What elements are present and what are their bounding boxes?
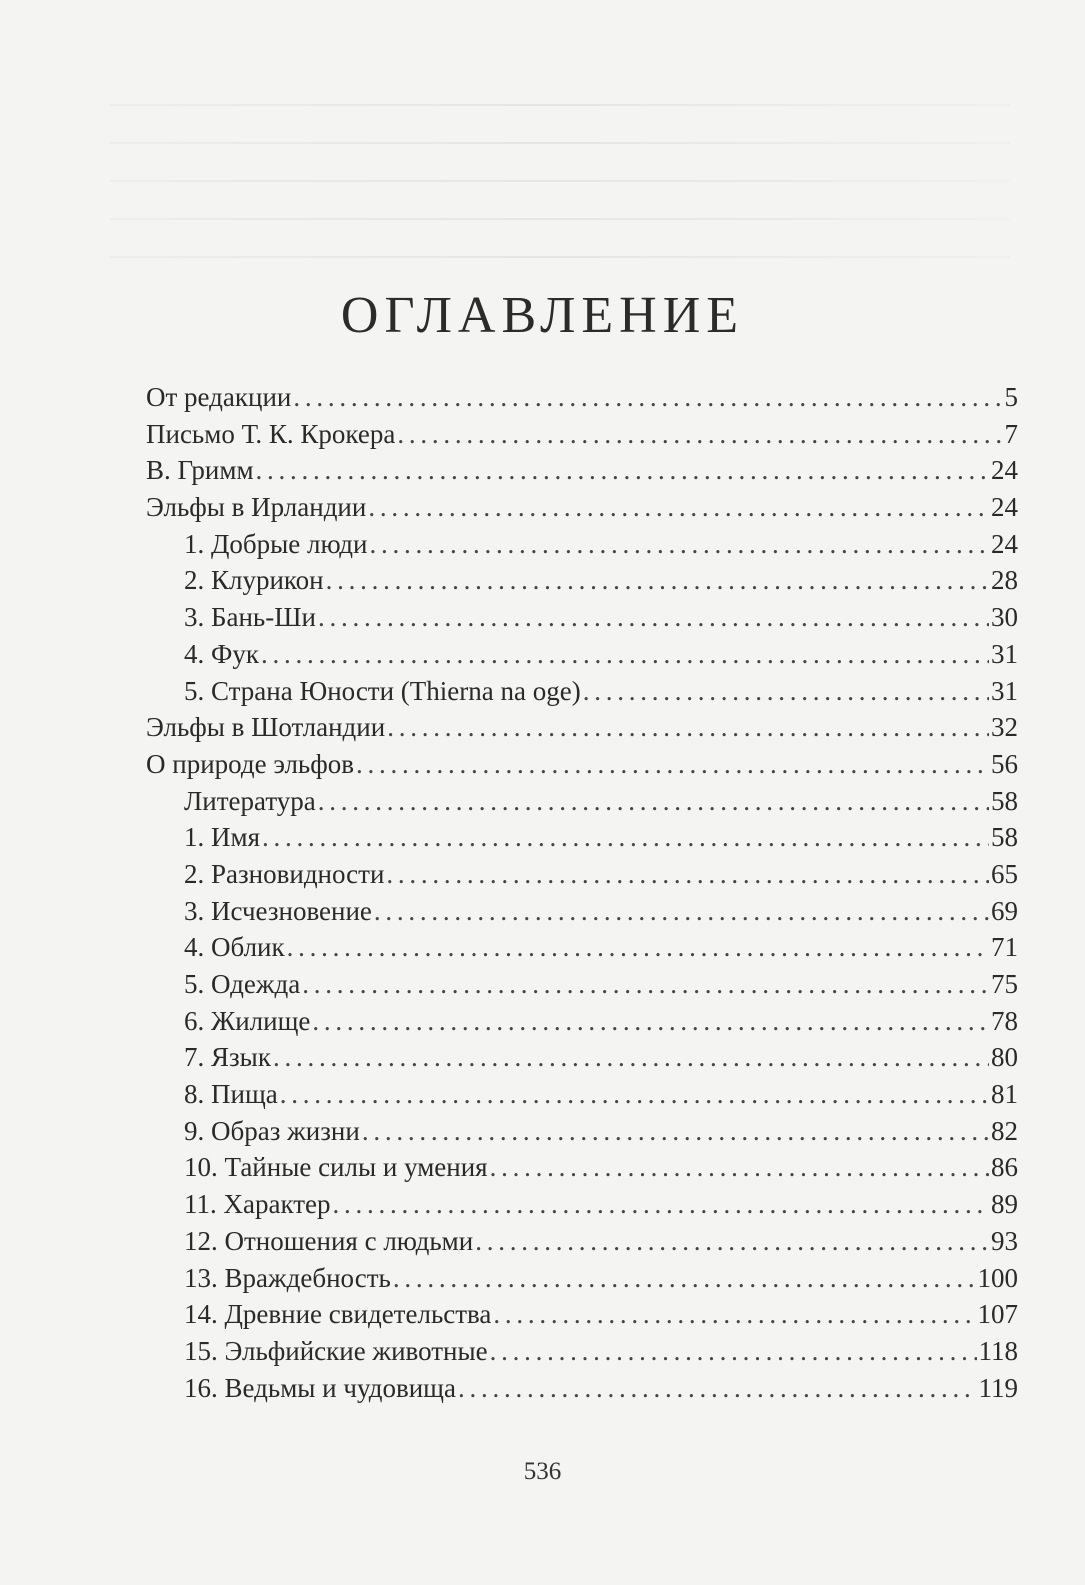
toc-entry-page: 24 (991, 528, 1018, 559)
toc-entry (146, 676, 1018, 713)
dot-leader (356, 749, 989, 780)
dot-leader (475, 1226, 989, 1257)
toc-entry-label: 6. Жилище (184, 1005, 311, 1036)
toc-entry-label: 2. Клурикон (184, 565, 324, 596)
dot-leader (368, 492, 989, 523)
toc-entry-label: 12. Отношения с людьми (184, 1225, 474, 1256)
toc-entry (146, 419, 1018, 456)
toc-entry-page: 119 (978, 1372, 1018, 1403)
toc-entry (146, 712, 1018, 749)
dot-leader (293, 382, 1002, 413)
toc-entry-label: Литература (184, 785, 316, 816)
toc-entry-page: 69 (991, 895, 1018, 926)
dot-leader (490, 1152, 989, 1183)
dot-leader (256, 455, 989, 486)
dot-leader (370, 529, 990, 560)
dot-leader (362, 1116, 989, 1147)
toc-entry-page: 93 (991, 1225, 1018, 1256)
dot-leader (374, 896, 989, 927)
toc-entry-label: 9. Образ жизни (184, 1115, 360, 1146)
toc-entry-page: 89 (991, 1189, 1018, 1220)
toc-entry-page: 30 (991, 602, 1018, 633)
toc-entry-label: Письмо Т. К. Крокера (146, 418, 396, 449)
toc-entry-label: 7. Язык (184, 1042, 271, 1073)
toc-entry-label: 16. Ведьмы и чудовища (184, 1372, 456, 1403)
toc-entry-page: 28 (991, 565, 1018, 596)
toc-entry-page: 56 (991, 748, 1018, 779)
toc-entry (146, 529, 1018, 566)
toc-entry (146, 896, 1018, 933)
dot-leader (287, 932, 989, 963)
toc-entry-page: 31 (991, 638, 1018, 669)
toc-entry (146, 455, 1018, 492)
toc-entry (146, 1189, 1018, 1226)
dot-leader (387, 712, 989, 743)
toc-entry-page: 118 (978, 1335, 1018, 1366)
toc-entry (146, 786, 1018, 823)
dot-leader (273, 1042, 989, 1073)
toc-entry-page: 7 (1004, 418, 1018, 449)
dot-leader (493, 1299, 975, 1330)
toc-entry-label: 15. Эльфийские животные (184, 1335, 488, 1366)
toc-entry-label: 13. Враждебность (184, 1262, 391, 1293)
dot-leader (326, 565, 989, 596)
toc-entry (146, 1336, 1018, 1373)
toc-entry-label: 2. Разновидности (184, 858, 385, 889)
dot-leader (312, 1006, 989, 1037)
toc-entry (146, 932, 1018, 969)
toc-entry-page: 81 (991, 1079, 1018, 1110)
toc-entry (146, 1373, 1018, 1410)
toc-entry (146, 1226, 1018, 1263)
toc-entry-page: 31 (991, 675, 1018, 706)
page-title: ОГЛАВЛЕНИЕ (340, 287, 745, 344)
toc-entry (146, 969, 1018, 1006)
dot-leader (262, 822, 989, 853)
dot-leader (583, 676, 989, 707)
toc-entry-label: Эльфы в Ирландии (146, 492, 367, 523)
toc-entry-page: 78 (991, 1005, 1018, 1036)
toc-entry-page: 75 (991, 969, 1018, 999)
dot-leader (318, 602, 989, 633)
toc-entry-page: 86 (991, 1152, 1018, 1183)
toc-entry-page: 100 (977, 1262, 1018, 1293)
show-through-line (110, 104, 1010, 106)
toc-entry (146, 639, 1018, 676)
toc-entry-label: 8. Пища (184, 1079, 278, 1110)
toc-entry-label: Эльфы в Шотландии (146, 712, 386, 743)
toc-entry-page: 71 (991, 932, 1018, 963)
toc-entry-label: 3. Бань-Ши (184, 602, 316, 633)
toc-entry-label: 1. Имя (184, 822, 261, 853)
toc-entry-label: 4. Облик (184, 932, 285, 963)
toc-entry-page: 65 (991, 858, 1018, 889)
dot-leader (302, 969, 989, 1000)
toc-entry-label: От редакции (146, 382, 292, 412)
toc-entry-label: 11. Характер (184, 1189, 331, 1220)
page-number: 536 (523, 1458, 562, 1485)
toc-entry (146, 1042, 1018, 1079)
toc-entry-label: 4. Фук (184, 638, 259, 669)
toc-entry-page: 58 (991, 822, 1018, 853)
show-through-line (110, 218, 1010, 220)
dot-leader (280, 1079, 989, 1110)
toc-entry-label: О природе эльфов (146, 748, 354, 779)
toc-entry-label: 5. Одежда (184, 969, 301, 999)
toc-entry (146, 749, 1018, 786)
dot-leader (458, 1373, 977, 1404)
toc-entry-page: 32 (991, 712, 1018, 743)
toc-entry-page: 107 (977, 1299, 1018, 1330)
dot-leader (490, 1336, 977, 1367)
toc-entry (146, 565, 1018, 602)
dot-leader (318, 786, 989, 817)
toc-entry-page: 82 (991, 1115, 1018, 1146)
toc-entry (146, 602, 1018, 639)
toc-entry-label: 14. Древние свидетельства (184, 1299, 492, 1330)
toc-entry (146, 1006, 1018, 1043)
toc-entry (146, 822, 1018, 859)
table-of-contents (146, 382, 1018, 1409)
toc-entry (146, 1299, 1018, 1336)
show-through-line (110, 142, 1010, 144)
toc-entry (146, 1152, 1018, 1189)
toc-entry-label: 10. Тайные силы и умения (184, 1152, 488, 1183)
toc-entry-label: 1. Добрые люди (184, 528, 368, 559)
toc-entry-label: 3. Исчезновение (184, 895, 372, 926)
toc-entry-page: 24 (991, 455, 1018, 486)
toc-entry-page: 80 (991, 1042, 1018, 1073)
dot-leader (261, 639, 989, 670)
show-through-line (110, 180, 1010, 182)
toc-entry (146, 1263, 1018, 1300)
toc-entry-page: 58 (991, 785, 1018, 816)
show-through-line (110, 256, 1010, 258)
toc-entry-page: 5 (1004, 382, 1018, 412)
toc-entry (146, 859, 1018, 896)
toc-entry (146, 1116, 1018, 1153)
dot-leader (333, 1189, 989, 1220)
toc-entry-page: 24 (991, 492, 1018, 523)
toc-entry-label: В. Гримм (146, 455, 254, 486)
dot-leader (386, 859, 989, 890)
toc-entry-label: 5. Страна Юности (Thierna na oge) (184, 675, 581, 706)
dot-leader (393, 1263, 976, 1294)
toc-entry (146, 492, 1018, 529)
toc-entry (146, 382, 1018, 419)
toc-entry (146, 1079, 1018, 1116)
dot-leader (397, 419, 1002, 450)
